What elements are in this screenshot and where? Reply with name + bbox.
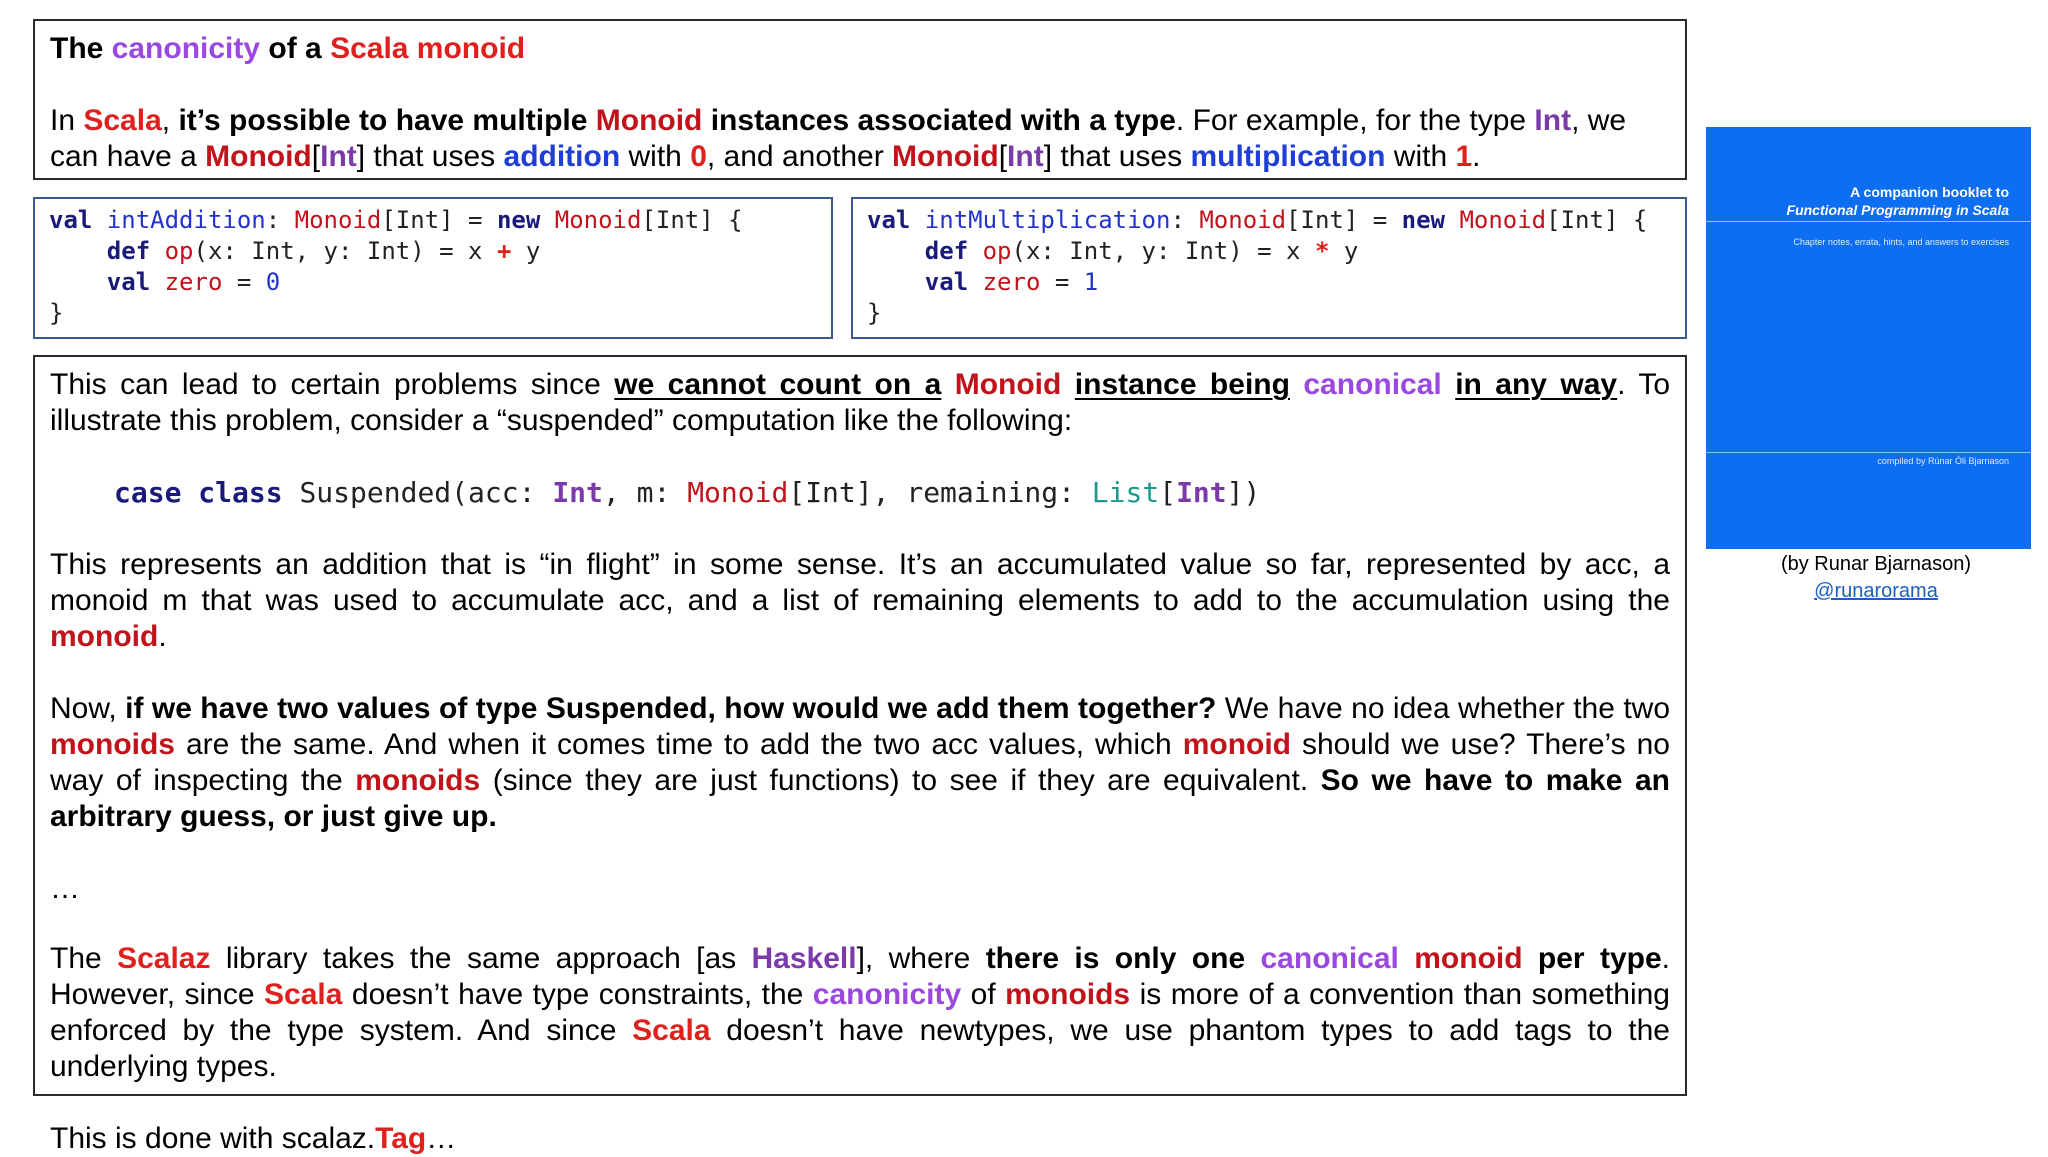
code-multiplication-box [851,197,1687,339]
book-cover-compiled-by: compiled by Rúnar Óli Bjarnason [1877,456,2009,466]
cover-divider-bottom [1706,452,2031,453]
intro-box [33,19,1687,180]
scalaz-paragraph: The Scalaz library takes the same approach [as Haskell], where there is only one canonical monoid per type. However, since Scala doesn’t have type constraints, the canonicity of monoids is more of a convention than something enforced by the type system. And since Scala doesn’t have newtypes, we use phantom types to add tags to the underlying types. [50,942,1670,1083]
book-cover-subtitle: Chapter notes, errata, hints, and answers to exercises [1793,237,2009,247]
problem-paragraph: This can lead to certain problems since we cannot count on a Monoid instance being canonical in any way. To illustrate this problem, consider a “suspended” computation like the following: [50,368,1671,437]
author-handle[interactable]: @runarorama [1814,580,1938,602]
book-cover-title: A companion booklet to Functional Programming in Scala [1786,184,2009,218]
two-values-paragraph: Now, if we have two values of type Suspended, how would we add them together? We have no idea whether the two monoids are the same. And when it comes time to add the two acc values, which monoid should we use? There’s no way of inspecting the monoids (since they are just functions) to see if they are equivalent. So we have to make an arbitrary guess, or just give up. [50,692,1671,833]
intro-paragraph: In Scala, it’s possible to have multiple Monoid instances associated with a type. For example, for the type Int, we can have a Monoid[Int] that uses addition with 0, and another Monoid[Int] that uses multiplication with 1. [50,104,1627,173]
main-quote-box [33,355,1687,1155]
code-addition-box [33,197,833,339]
inflight-paragraph: This represents an addition that is “in flight” in some sense. It’s an accumulated value so far, represented by acc, a monoid m that was used to accumulate acc, and a list of remaining elements to add to the accumulation using the monoid. [50,548,1670,653]
author-handle-link[interactable] [1706,580,2046,603]
suspended-code: case class Suspended(acc: Int, m: Monoid[Int], remaining: List[Int]) [114,476,1261,509]
code-multiplication: val intMultiplication: Monoid[Int] = new Monoid[Int] { def op(x: Int, y: Int) = x * y val zero = 1 } [867,206,1648,327]
book-cover-image [1706,127,2031,549]
cover-divider-top [1706,221,2031,222]
tag-paragraph: This is done with scalaz.Tag… [50,1122,457,1155]
ellipsis: … [50,872,80,905]
author-caption: (by Runar Bjarnason) [1780,553,1972,575]
code-addition: val intAddition: Monoid[Int] = new Monoid[Int] { def op(x: Int, y: Int) = x + y val zero = 0 } [49,206,743,327]
slide-title: The canonicity of a Scala monoid [50,32,526,65]
